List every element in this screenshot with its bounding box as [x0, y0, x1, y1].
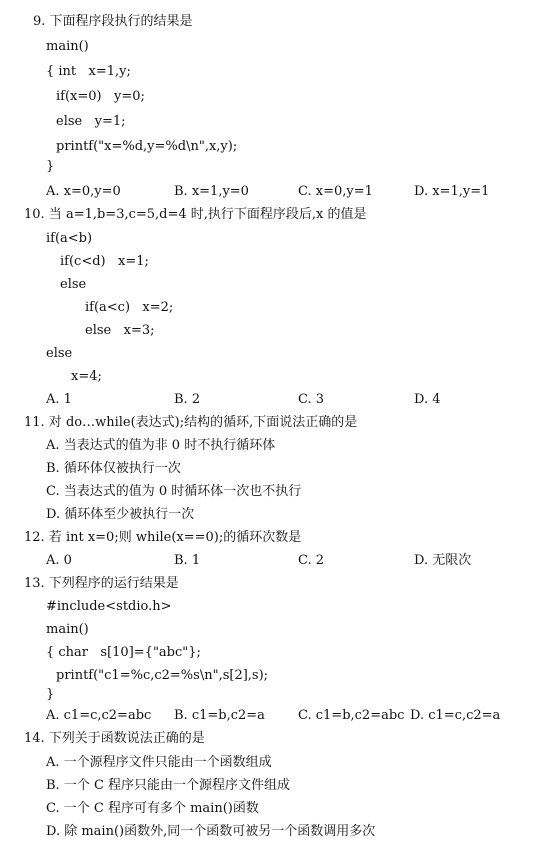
question-9-option-d: D. x=1,y=1 [414, 184, 490, 199]
question-13-code-line: } [46, 687, 55, 702]
question-13-code-line: printf("c1=%c,c2=%s\n",s[2],s); [56, 668, 269, 683]
question-10-option-a: A. 1 [46, 392, 72, 407]
question-9-option-c: C. x=0,y=1 [298, 184, 373, 199]
question-11-option-d: D. 循环体至少被执行一次 [46, 507, 195, 522]
question-10-code-line: if(c<d) x=1; [60, 254, 149, 269]
question-10-code-line: else [60, 277, 87, 292]
question-13-code-line: #include<stdio.h> [46, 599, 172, 614]
question-9-code-line: { int x=1,y; [46, 64, 131, 79]
question-13-option-a: A. c1=c,c2=abc [46, 708, 152, 723]
question-10-code-line: else x=3; [85, 323, 155, 338]
question-10-stem: 10. 当 a=1,b=3,c=5,d=4 时,执行下面程序段后,x 的值是 [24, 207, 367, 222]
question-9-code-line: printf("x=%d,y=%d\n",x,y); [56, 139, 238, 154]
question-11-stem: 11. 对 do…while(表达式);结构的循环,下面说法正确的是 [24, 415, 358, 430]
question-13-option-c: C. c1=b,c2=abc [298, 708, 405, 723]
question-9-stem: 9. 下面程序段执行的结果是 [33, 14, 193, 29]
question-12-stem: 12. 若 int x=0;则 while(x==0);的循环次数是 [24, 530, 302, 545]
question-10-code-line: else [46, 346, 73, 361]
question-13-code-line: main() [46, 622, 89, 637]
question-14-stem: 14. 下列关于函数说法正确的是 [24, 731, 205, 746]
question-10-option-b: B. 2 [174, 392, 201, 407]
question-13-code-line: { char s[10]={"abc"}; [46, 645, 201, 660]
question-12-option-d: D. 无限次 [414, 553, 472, 568]
question-12-option-c: C. 2 [298, 553, 325, 568]
question-13-option-d: D. c1=c,c2=a [410, 708, 501, 723]
question-12-option-a: A. 0 [46, 553, 72, 568]
question-14-option-b: B. 一个 C 程序只能由一个源程序文件组成 [46, 778, 291, 793]
question-11-option-a: A. 当表达式的值为非 0 时不执行循环体 [46, 438, 276, 453]
question-10-option-d: D. 4 [414, 392, 441, 407]
question-9-option-a: A. x=0,y=0 [46, 184, 121, 199]
question-9-option-b: B. x=1,y=0 [174, 184, 249, 199]
question-10-option-c: C. 3 [298, 392, 325, 407]
question-10-code-line: if(a<c) x=2; [85, 300, 174, 315]
question-9-code-line: main() [46, 39, 89, 54]
question-14-option-a: A. 一个源程序文件只能由一个函数组成 [46, 755, 272, 770]
question-12-option-b: B. 1 [174, 553, 201, 568]
question-9-code-line: else y=1; [56, 114, 126, 129]
question-14-option-d: D. 除 main()函数外,同一个函数可被另一个函数调用多次 [46, 824, 376, 839]
question-11-option-c: C. 当表达式的值为 0 时循环体一次也不执行 [46, 484, 302, 499]
question-9-code-line: if(x=0) y=0; [56, 89, 145, 104]
question-10-code-line: x=4; [71, 369, 102, 384]
question-10-code-line: if(a<b) [46, 231, 93, 246]
question-9-code-line: } [46, 159, 55, 174]
question-14-option-c: C. 一个 C 程序可有多个 main()函数 [46, 801, 259, 816]
question-11-option-b: B. 循环体仅被执行一次 [46, 461, 181, 476]
question-13-stem: 13. 下列程序的运行结果是 [24, 576, 179, 591]
question-13-option-b: B. c1=b,c2=a [174, 708, 265, 723]
